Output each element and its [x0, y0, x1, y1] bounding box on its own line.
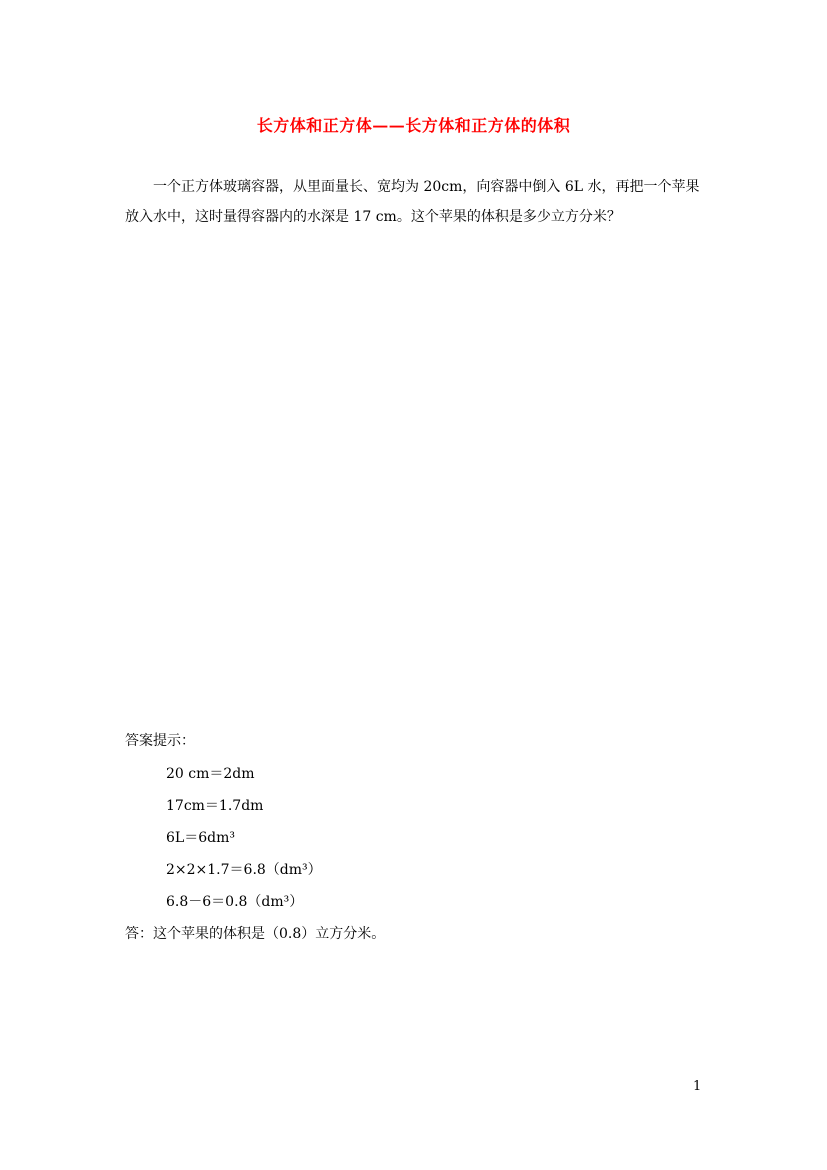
final-answer: 答：这个苹果的体积是（0.8）立方分米。 [125, 926, 386, 942]
answer-hint-label: 答案提示： [125, 733, 195, 749]
problem-text: 一个正方体玻璃容器，从里面量长、宽均为 20cm，向容器中倒入 6L 水，再把一个苹果放入水中，这时量得容器内的水深是 17 cm。这个苹果的体积是多少立方分米？ [125, 179, 700, 225]
solution-step: 20 cm＝2dm [166, 766, 255, 782]
solution-step: 17cm＝1.7dm [166, 798, 264, 814]
solution-step: 6L＝6dm³ [166, 830, 235, 846]
document-title: 长方体和正方体——长方体和正方体的体积 [256, 116, 571, 135]
solution-step: 2×2×1.7＝6.8（dm³） [166, 862, 322, 878]
solution-step: 6.8－6＝0.8（dm³） [166, 894, 304, 910]
page-number: 1 [693, 1079, 702, 1094]
